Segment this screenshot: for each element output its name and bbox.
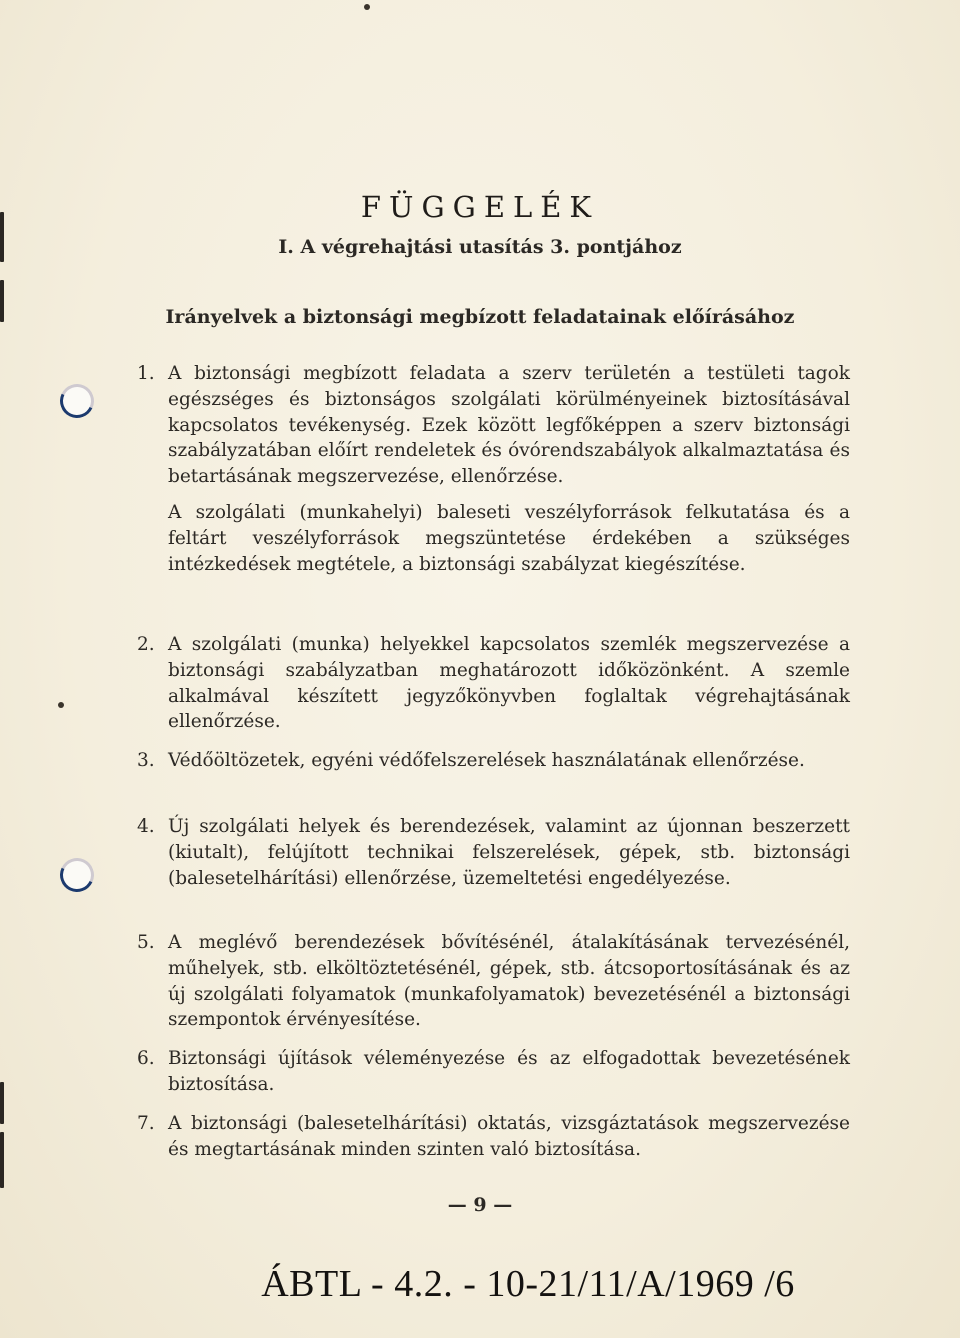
section-heading: Irányelvek a biztonsági megbízott feladatainak előírásához — [165, 306, 795, 328]
list-item — [137, 361, 850, 577]
item-number: 1. — [137, 363, 155, 384]
item-text: A meglévő berendezések bővítésénél, átalakításának tervezésénél, műhelyek, stb. elköltöztetésénél, gépek, stb. átcsoportosításának és az új szolgálati folyamatok (munkafolyamatok) bevezetésénél a biztonsági szempontok érvényesítése. — [168, 932, 850, 1031]
binder-mark — [0, 1082, 4, 1124]
punch-hole-icon — [55, 379, 99, 423]
item-number: 5. — [137, 932, 155, 953]
archive-reference: ÁBTL - 4.2. - 10-21/11/A/1969 /6 — [261, 1263, 795, 1305]
item-text: A biztonsági (balesetelhárítási) oktatás, vizsgáztatások megszervezése és megtartásának minden szinten való biztosítása. — [168, 1113, 850, 1160]
list-item — [137, 930, 850, 1033]
item-text: Védőöltözetek, egyéni védőfelszerelések használatának ellenőrzése. — [168, 750, 805, 771]
list-item — [137, 814, 850, 891]
item-text: Biztonsági újítások véleményezése és az elfogadottak bevezetésének biztosítása. — [168, 1048, 850, 1095]
page-number: — 9 — — [447, 1194, 513, 1216]
binder-mark — [0, 1132, 4, 1188]
ink-speck — [364, 4, 370, 10]
item-text: A szolgálati (munka) helyekkel kapcsolatos szemlék megszervezése a biztonsági szabályzatban meghatározott időközönként. A szemle alkalmával készített jegyzőkönyvben foglaltak végrehajtásának ellenőrzése. — [168, 634, 850, 733]
item-number: 7. — [137, 1113, 155, 1134]
item-text: Új szolgálati helyek és berendezések, valamint az újonnan beszerzett (kiutalt), felújított technikai felszerelések, gépek, stb. biztonsági (balesetelhárítási) ellenőrzése, üzemeltetési engedélyezése. — [168, 816, 850, 889]
item-text-continued: A szolgálati (munkahelyi) baleseti veszélyforrások felkutatása és a feltárt veszélyforrások megszüntetése érdekében a szükséges intézkedések megtétele, a biztonsági szabályzat kiegészítése. — [168, 501, 850, 575]
list-item — [137, 1046, 850, 1098]
list-item — [137, 748, 850, 774]
item-number: 6. — [137, 1048, 155, 1069]
punch-hole-icon — [55, 853, 99, 897]
document-subtitle: I. A végrehajtási utasítás 3. pontjához — [278, 236, 682, 258]
list-item — [137, 632, 850, 735]
item-number: 2. — [137, 634, 155, 655]
ink-speck — [58, 702, 64, 708]
list-item — [137, 1111, 850, 1163]
item-number: 3. — [137, 750, 155, 771]
item-number: 4. — [137, 816, 155, 837]
item-text: A biztonsági megbízott feladata a szerv területén a testületi tagok egészséges és biztonságos szolgálati körülményeinek biztosításával kapcsolatos tevékenység. Ezek között legfőképpen a szerv biztonsági szabályzatában előírt rendeletek és óvórendszabályok alkalmaztatása és betartásának megszervezése, ellenőrzése. — [168, 363, 850, 488]
document-title: FÜGGELÉK — [360, 190, 600, 224]
